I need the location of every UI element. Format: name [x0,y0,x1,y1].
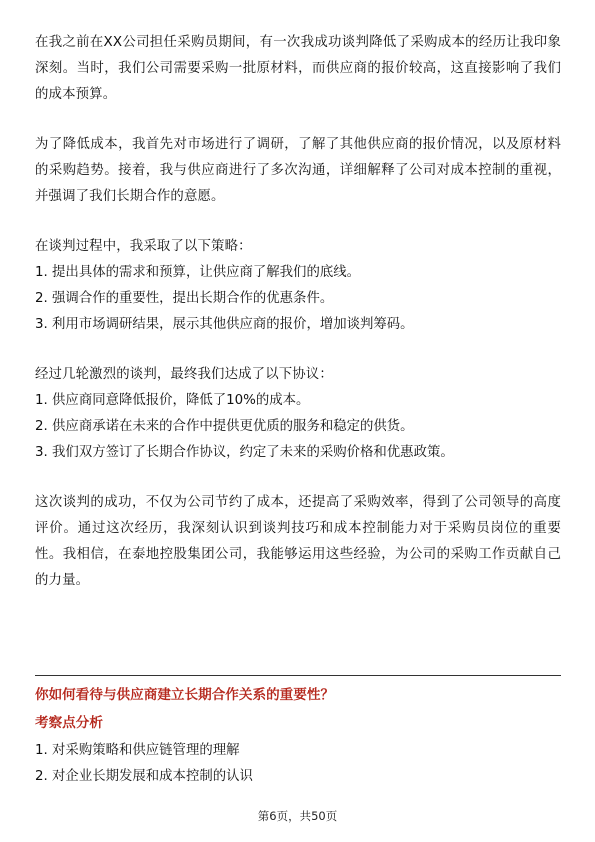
agreement-intro: 经过几轮激烈的谈判，最终我们达成了以下协议： [35,367,333,382]
paragraph-gap [35,210,561,234]
paragraph-conclusion: 这次谈判的成功，不仅为公司节约了成本，还提高了采购效率，得到了公司领导的高度评价。通过这次经历，我深刻认识到谈判技巧和成本控制能力对于采购员岗位的重要性。我相信，在泰地控股集团公司，我能够运用这些经验，为公司的采购工作贡献自己的力量。 [35,495,561,588]
list-item: 2. 对企业长期发展和成本控制的认识 [35,769,253,784]
list-item: 3. 利用市场调研结果，展示其他供应商的报价，增加谈判筹码。 [35,317,414,332]
agreement-list [35,388,561,466]
paragraph-gap [35,108,561,132]
strategy-list [35,260,561,338]
analysis-list [35,738,561,790]
page-indicator: 第6页，共50页 [257,809,338,823]
strategy-intro: 在谈判过程中，我采取了以下策略： [35,239,252,254]
list-item: 1. 对采购策略和供应链管理的理解 [35,743,240,758]
analysis-heading: 考察点分析 [35,715,103,731]
list-item: 2. 供应商承诺在未来的合作中提供更优质的服务和稳定的供货。 [35,419,414,434]
list-item: 3. 我们双方签订了长期合作协议，约定了未来的采购价格和优惠政策。 [35,445,454,460]
paragraph-experience: 在我之前在XX公司担任采购员期间，有一次我成功谈判降低了采购成本的经历让我印象深刻。当时，我们公司需要采购一批原材料，而供应商的报价较高，这直接影响了我们的成本预算。 [35,35,561,102]
paragraph-research: 为了降低成本，我首先对市场进行了调研，了解了其他供应商的报价情况，以及原材料的采购趋势。接着，我与供应商进行了多次沟通，详细解释了公司对成本控制的重视，并强调了我们长期合作的意愿。 [35,137,561,204]
list-item: 1. 提出具体的需求和预算，让供应商了解我们的底线。 [35,265,361,280]
section-divider [35,675,561,676]
list-item: 2. 强调合作的重要性，提出长期合作的优惠条件。 [35,291,334,306]
document-body [35,30,561,594]
list-item: 1. 供应商同意降低报价，降低了10%的成本。 [35,393,310,408]
paragraph-gap [35,338,561,362]
paragraph-gap [35,466,561,490]
question-heading: 你如何看待与供应商建立长期合作关系的重要性？ [35,687,335,703]
